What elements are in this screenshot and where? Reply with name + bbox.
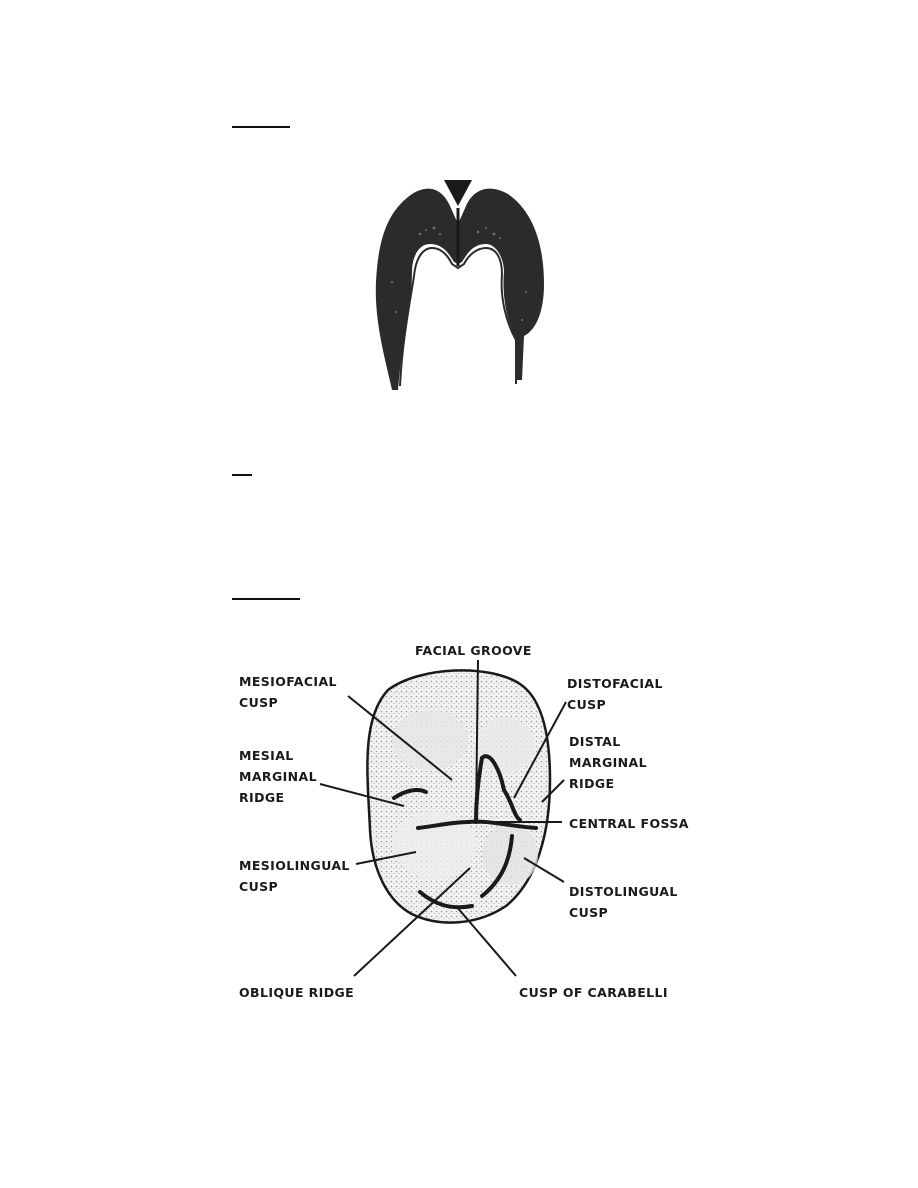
label-distofacial-cusp: DISTOFACIAL CUSP	[567, 676, 663, 712]
section-heading-rule	[232, 126, 290, 128]
label-distal-marginal-ridge: DISTAL MARGINAL RIDGE	[569, 734, 647, 791]
label-cusp-of-carabelli: CUSP OF CARABELLI	[519, 985, 668, 1000]
pit-fissure-cross-section	[366, 172, 552, 394]
pit-pointer-triangle	[444, 180, 472, 206]
section-heading-rule	[232, 598, 300, 600]
label-oblique-ridge: OBLIQUE RIDGE	[239, 985, 355, 1000]
label-mesial-marginal-ridge: MESIAL MARGINAL RIDGE	[239, 748, 317, 805]
label-mesiofacial-cusp: MESIOFACIAL CUSP	[239, 674, 337, 710]
label-mesiolingual-cusp: MESIOLINGUAL CUSP	[239, 858, 350, 894]
section-heading-rule	[232, 474, 252, 476]
label-distolingual-cusp: DISTOLINGUAL CUSP	[569, 884, 678, 920]
label-central-fossa: CENTRAL FOSSA	[569, 816, 689, 831]
dentin-layer	[400, 248, 516, 386]
label-facial-groove: FACIAL GROOVE	[415, 643, 532, 658]
